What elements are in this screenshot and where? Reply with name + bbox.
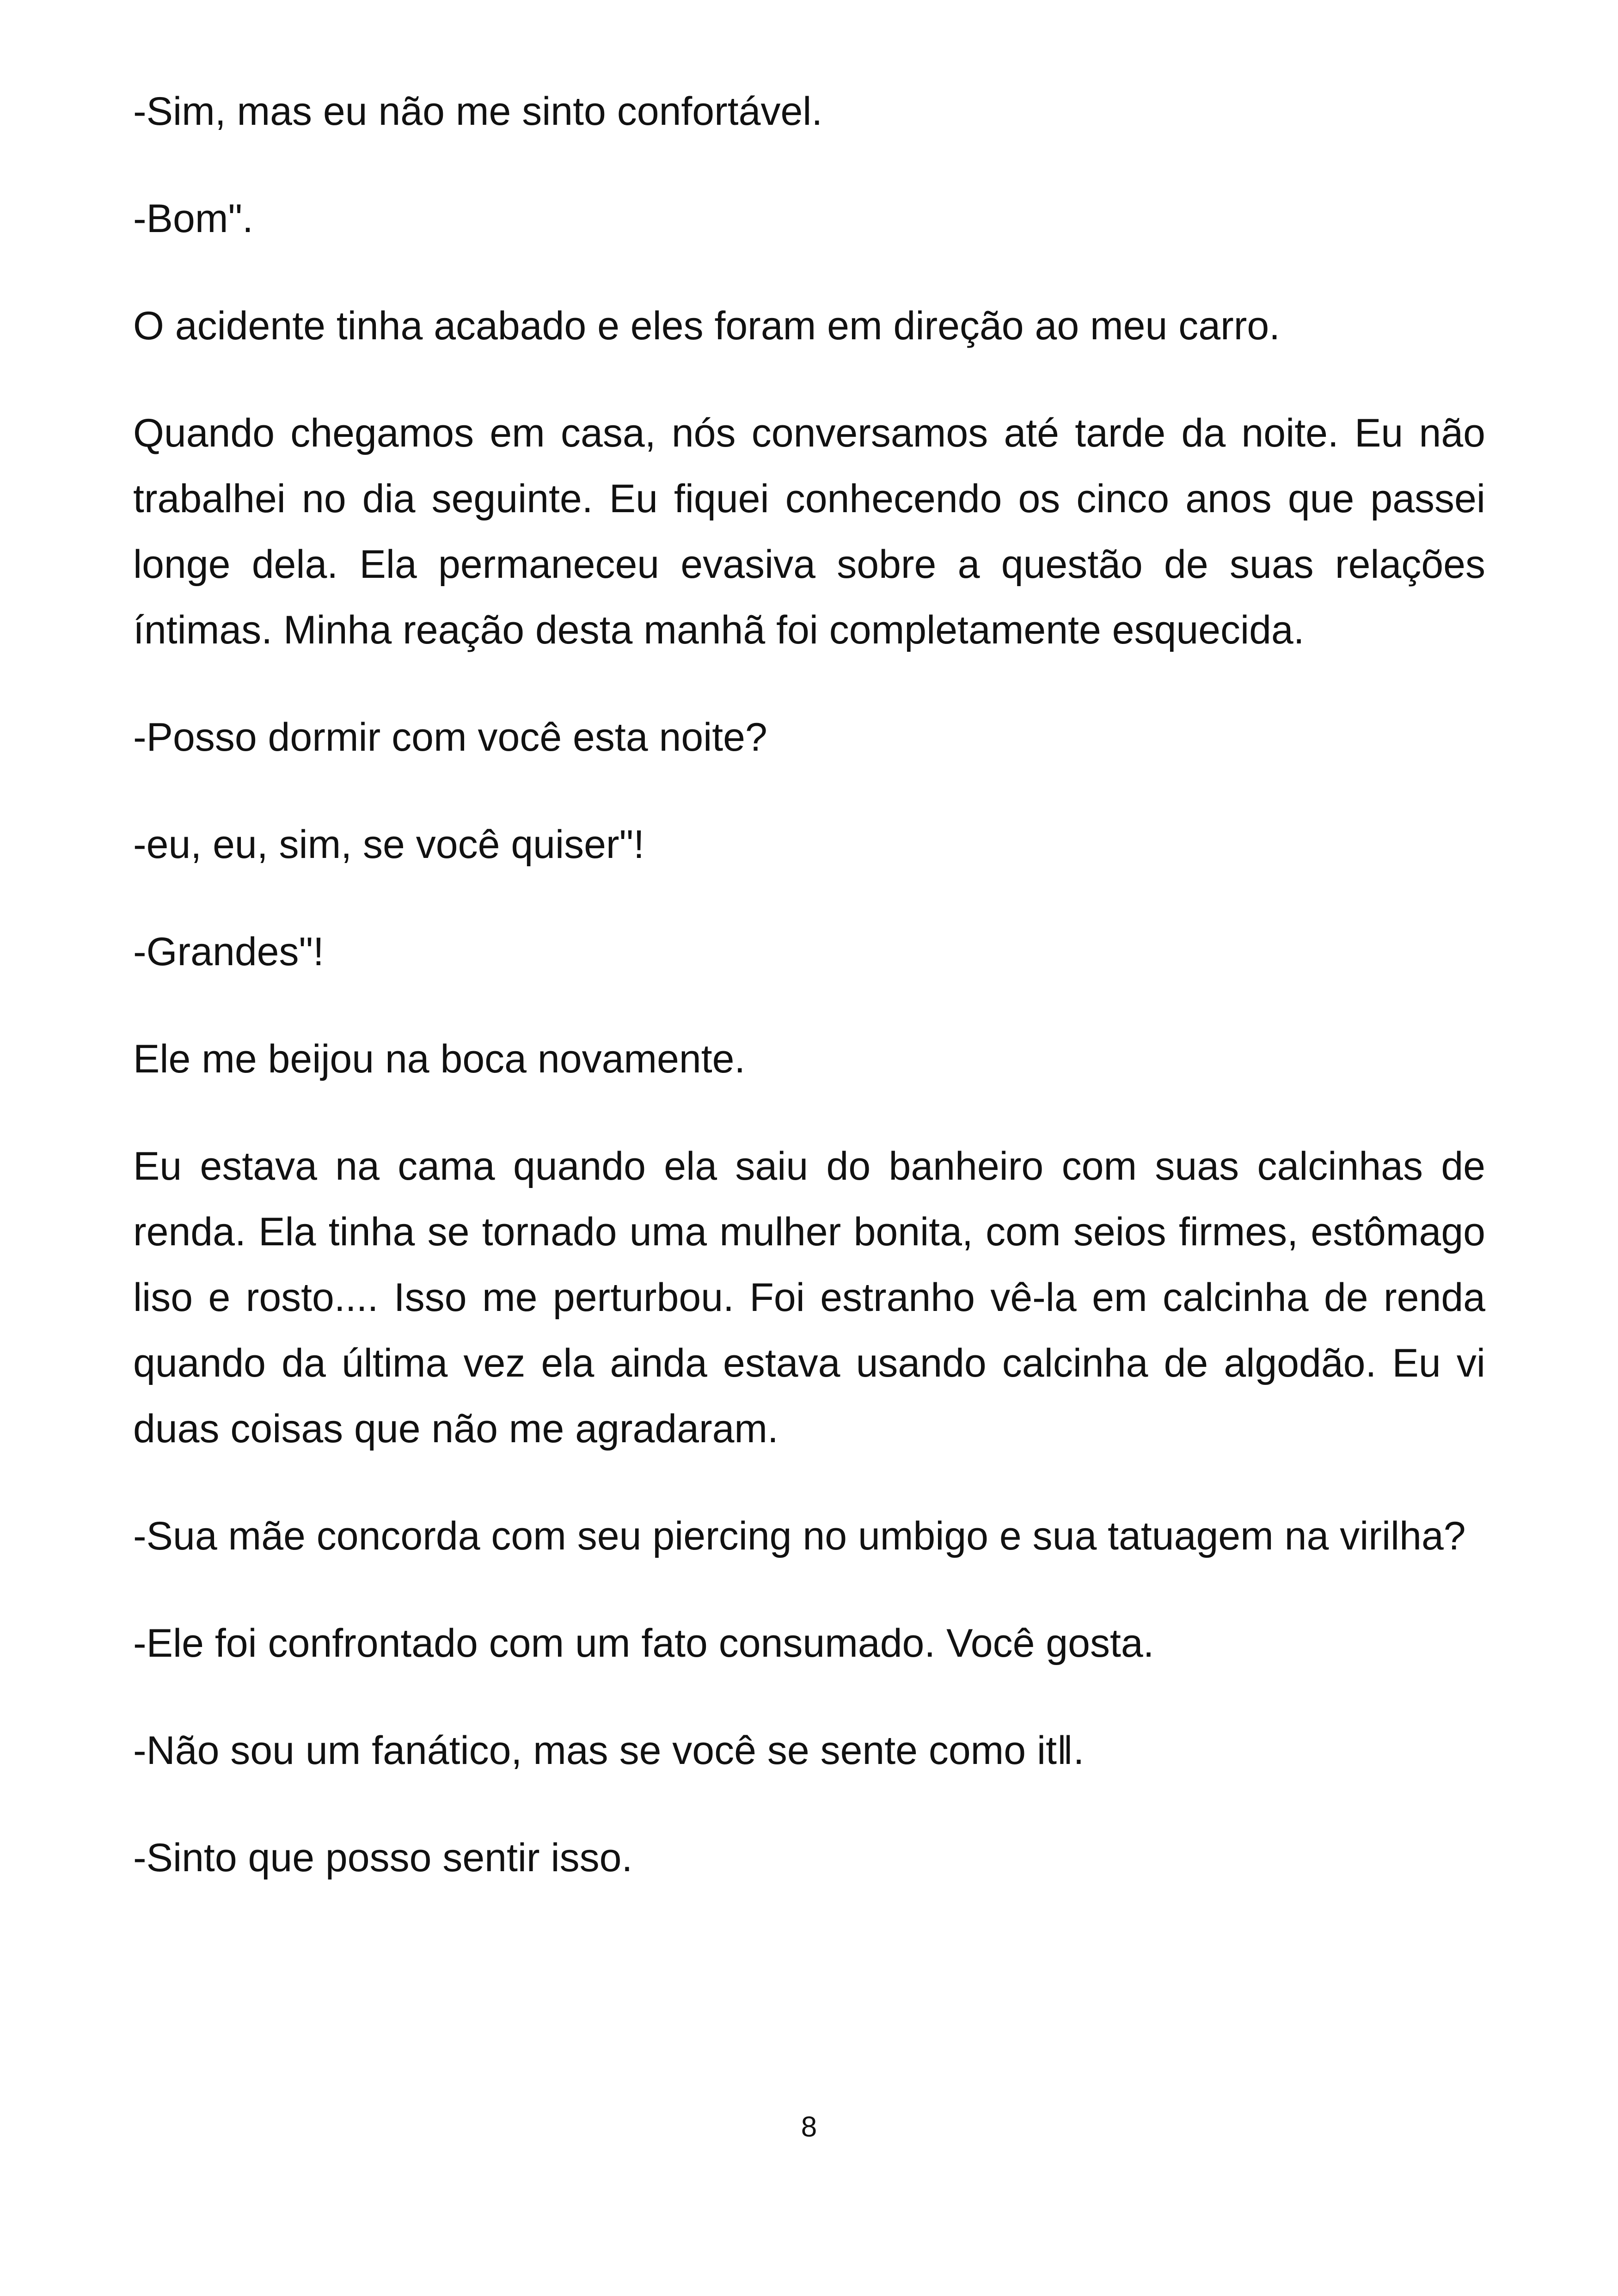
paragraph: -Não sou um fanático, mas se você se sente como it‖. [133,1728,1085,1773]
page-body [133,79,1485,1932]
paragraph: -eu, eu, sim, se você quiser"! [133,822,644,867]
paragraph: -Posso dormir com você esta noite? [133,715,767,759]
paragraph: -Bom". [133,196,253,241]
paragraph: -Sinto que posso sentir isso. [133,1836,633,1880]
paragraph: Ele me beijou na boca novamente. [133,1037,746,1081]
paragraph: -Sim, mas eu não me sinto confortável. [133,89,823,134]
paragraph: Eu estava na cama quando ela saiu do banheiro com suas calcinhas de renda. Ela tinha se tornado uma mulher bonita, com seios firmes, estômago liso e rosto.... Isso me perturbou. Foi estranho vê-la em calcinha de renda quando da última vez ela ainda estava usando calcinha de algodão. Eu vi duas coisas que não me agradaram. [133,1144,1485,1451]
page-number: 8 [801,2111,817,2143]
paragraph: -Ele foi confrontado com um fato consumado. Você gosta. [133,1621,1154,1665]
paragraph: Quando chegamos em casa, nós conversamos até tarde da noite. Eu não trabalhei no dia seguinte. Eu fiquei conhecendo os cinco anos que passei longe dela. Ela permaneceu evasiva sobre a questão de suas relações íntimas. Minha reação desta manhã foi completamente esquecida. [133,411,1485,652]
paragraph: O acidente tinha acabado e eles foram em direção ao meu carro. [133,304,1281,348]
paragraph: -Sua mãe concorda com seu piercing no umbigo e sua tatuagem na virilha? [133,1514,1466,1558]
paragraph: -Grandes"! [133,930,324,974]
